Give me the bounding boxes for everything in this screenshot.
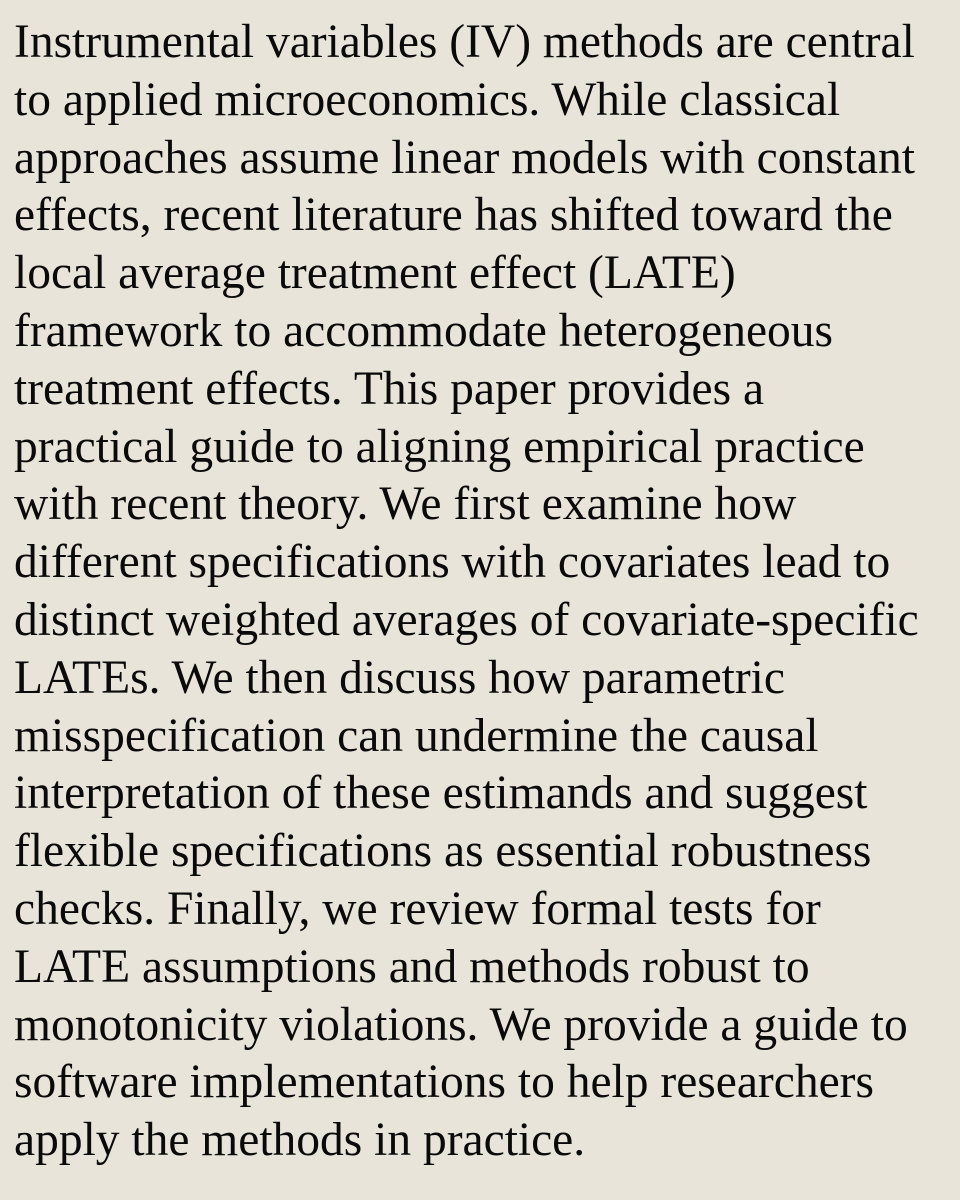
text-line: to applied microeconomics. While classical [14, 73, 841, 126]
text-line: flexible specifications as essential robustness [14, 825, 872, 878]
text-line: different specifications with covariates lead to [14, 536, 891, 589]
text-line: Instrumental variables (IV) methods are central [14, 16, 915, 68]
text-line: misspecification can undermine the causal [14, 709, 819, 762]
text-line: practical guide to aligning empirical practice [14, 420, 865, 473]
text-line: software implementations to help researchers [14, 1056, 874, 1109]
text-line: treatment effects. This paper provides a [14, 362, 765, 415]
text-line: framework to accommodate heterogeneous [14, 304, 834, 357]
text-line: LATE assumptions and methods robust to [14, 940, 810, 993]
text-line: distinct weighted averages of covariate-specific [14, 593, 919, 646]
abstract-paragraph [14, 14, 960, 1170]
text-line: approaches assume linear models with constant [14, 131, 915, 184]
text-line: monotonicity violations. We provide a guide to [14, 998, 908, 1051]
text-line: checks. Finally, we review formal tests for [14, 882, 821, 935]
text-line: effects, recent literature has shifted toward the [14, 189, 893, 242]
text-line: LATEs. We then discuss how parametric [14, 651, 785, 704]
text-line: apply the methods in practice. [14, 1114, 586, 1167]
text-line: interpretation of these estimands and suggest [14, 767, 868, 820]
text-line: with recent theory. We first examine how [14, 478, 797, 531]
text-line: local average treatment effect (LATE) [14, 247, 736, 300]
